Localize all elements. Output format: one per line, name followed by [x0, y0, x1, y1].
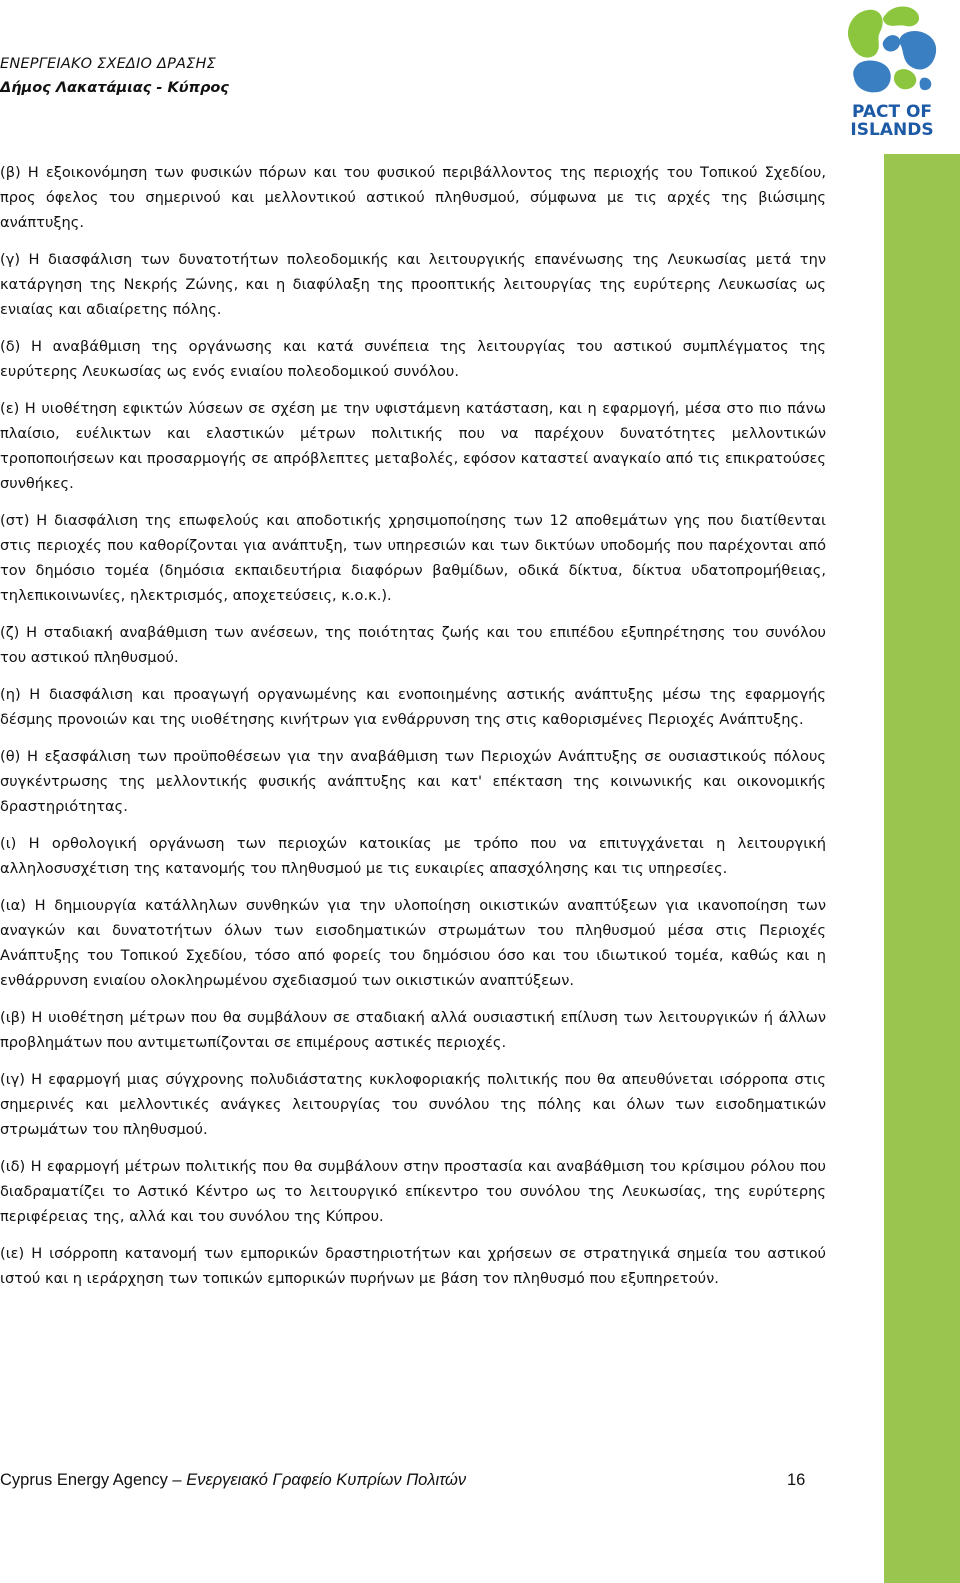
paragraph: (ιβ) Η υιοθέτηση μέτρων που θα συμβάλουν σε σταδιακή αλλά ουσιαστική επίλυση των λειτουργικών ή άλλων προβλημάτων που αντιμετωπίζονται σε επιμέρους αστικές περιοχές.: [0, 1009, 826, 1051]
paragraph: (δ) Η αναβάθμιση της οργάνωσης και κατά συνέπεια της λειτουργίας του αστικού συμπλέγματος της ευρύτερης Λευκωσίας ως ενός ενιαίου πολεοδομικού συνόλου.: [0, 338, 826, 380]
paragraph: (ια) Η δημιουργία κατάλληλων συνθηκών για την υλοποίηση οικιστικών αναπτύξεων για ικανοποίηση των αναγκών και δυνατοτήτων όλων των εισοδηματικών στρωμάτων του πληθυσμού μέσα στις Περιοχές Ανάπτυξης του Τοπικού Σχεδίου, τόσο από φορείς του δημόσιου όσο και του ιδιωτικού τομέα, καθώς και η ενθάρρυνση ενιαίου ολοκληρωμένου σχεδιασμού των οικιστικών αναπτύξεων.: [0, 897, 826, 989]
paragraph: (ι) Η ορθολογική οργάνωση των περιοχών κατοικίας με τρόπο που να επιτυγχάνεται η λειτουργική αλληλοσυσχέτιση της κατανομής του πληθυσμού με τις ευκαιρίες απασχόλησης και τις υπηρεσίες.: [0, 835, 826, 877]
paragraph: (ιδ) Η εφαρμογή μέτρων πολιτικής που θα συμβάλουν στην προστασία και αναβάθμιση του κρίσιμου ρόλου που διαδραματίζει το Αστικό Κέντρο ως το λειτουργικό επίκεντρο του συνόλου της Λευκωσίας, της ευρύτερης περιφέρειας της, αλλά και του συνόλου της Κύπρου.: [0, 1158, 826, 1225]
pact-of-islands-logo: [842, 2, 942, 140]
paragraph: (β) Η εξοικονόμηση των φυσικών πόρων και του φυσικού περιβάλλοντος της περιοχής του Τοπικού Σχεδίου, προς όφελος του σημερινού και μελλοντικού αστικού πληθυσμού, σύμφωνα με τις αρχές της βιώσιμης ανάπτυξης.: [0, 164, 826, 231]
paragraph: (θ) Η εξασφάλιση των προϋποθέσεων για την αναβάθμιση των Περιοχών Ανάπτυξης σε ουσιαστικούς πόλους συγκέντρωσης της μελλοντικής φυσικής ανάπτυξης και κατ' επέκταση της κοινωνικής και οικονομικής δραστηριότητας.: [0, 748, 826, 815]
document-body: [0, 160, 826, 1303]
logo-text-line1: PACT OF: [851, 102, 933, 122]
header-plan-title: ΕΝΕΡΓΕΙΑΚΟ ΣΧΕΔΙΟ ΔΡΑΣΗΣ: [0, 56, 216, 72]
page-number: 16: [787, 1471, 806, 1489]
header-municipality: Δήμος Λακατάμιας - Κύπρος: [0, 80, 229, 96]
paragraph: (η) Η διασφάλιση και προαγωγή οργανωμένης και ενοποιημένης αστικής ανάπτυξης μέσω της εφαρμογής δέσμης προνοιών και της υιοθέτησης κινήτρων για ενθάρρυνση της στις καθορισμένες Περιοχές Ανάπτυξης.: [0, 686, 826, 728]
paragraph: (γ) Η διασφάλιση των δυνατοτήτων πολεοδομικής και λειτουργικής επανένωσης της Λευκωσίας μετά την κατάργηση της Νεκρής Ζώνης, και η διαφύλαξη της προοπτικής λειτουργίας της ευρύτερης Λευκωσίας ως ενιαίας και αδιαίρετης πόλης.: [0, 251, 826, 318]
paragraph: (ε) Η υιοθέτηση εφικτών λύσεων σε σχέση με την υφιστάμενη κατάσταση, και η εφαρμογή, μέσα στο πιο πάνω πλαίσιο, ευέλικτων και ελαστικών μέτρων πολιτικής που να παρέχουν δυνατότητες μελλοντικών τροποποιήσεων και προσαρμογής σε απρόβλεπτες μεταβολές, εφόσον καταστεί αναγκαίο από τις επικρατούσες συνθήκες.: [0, 400, 826, 492]
footer-office-name: Ενεργειακό Γραφείο Κυπρίων Πολιτών: [186, 1471, 467, 1489]
logo-text-line2: ISLANDS: [850, 120, 934, 140]
green-side-bar: [884, 154, 960, 1583]
paragraph: (ζ) Η σταδιακή αναβάθμιση των ανέσεων, της ποιότητας ζωής και του επιπέδου εξυπηρέτησης του συνόλου του αστικού πληθυσμού.: [0, 624, 826, 666]
paragraph: (ιγ) Η εφαρμογή μιας σύγχρονης πολυδιάστατης κυκλοφοριακής πολιτικής που θα απευθύνεται ισόρροπα στις σημερινές και μελλοντικές ανάγκες λειτουργίας του συνόλου της πόλης και όλων των εισοδηματικών στρωμάτων του πληθυσμού.: [0, 1071, 826, 1138]
document-header: [0, 52, 400, 100]
footer-separator: –: [167, 1471, 187, 1489]
footer-organization: Cyprus Energy Agency: [0, 1471, 168, 1489]
paragraph: (στ) Η διασφάλιση της επωφελούς και αποδοτικής χρησιμοποίησης των 12 αποθεμάτων γης που διατίθενται στις περιοχές που καθορίζονται για ανάπτυξη, των υπηρεσιών και των δικτύων υποδομής που παρέχονται από τον δημόσιο τομέα (δημόσια εκπαιδευτήρια διαφόρων βαθμίδων, οδικά δίκτυα, δίκτυα υδατοπρομήθειας, τηλεπικοινωνίες, ηλεκτρισμός, αποχετεύσεις, κ.ο.κ.).: [0, 512, 826, 604]
pact-of-islands-logo-icon: [842, 2, 942, 140]
document-footer: [0, 1468, 826, 1492]
paragraph: (ιε) Η ισόρροπη κατανομή των εμπορικών δραστηριοτήτων και χρήσεων σε στρατηγικά σημεία του αστικού ιστού και η ιεράρχηση των τοπικών εμπορικών πυρήνων με βάση τον πληθυσμό που εξυπηρετούν.: [0, 1245, 826, 1287]
